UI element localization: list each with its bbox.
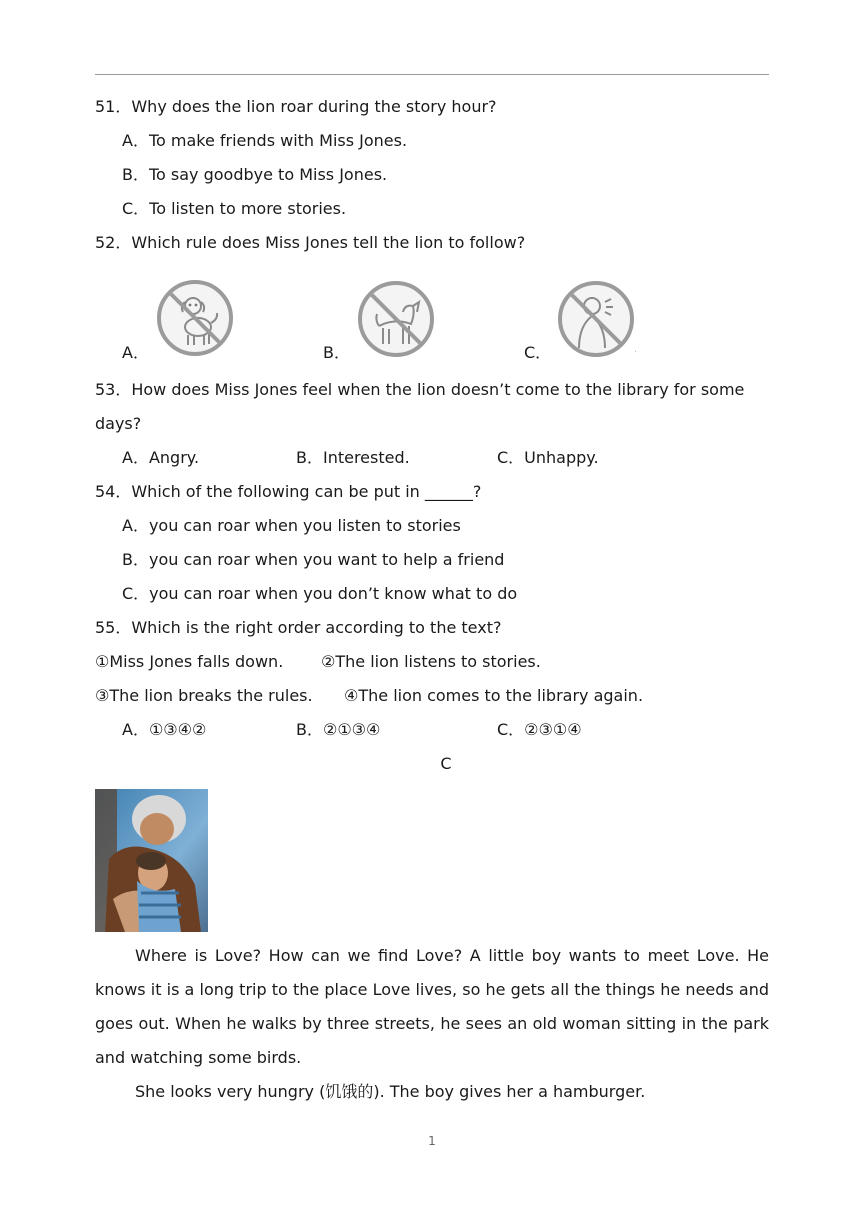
q51-option-b[interactable]: B．To say goodbye to Miss Jones. (122, 165, 388, 184)
q51-option-a[interactable]: A．To make friends with Miss Jones. (122, 131, 408, 150)
grandmother-hugging-boy-image (95, 789, 208, 932)
q54-option-a[interactable]: A．you can roar when you listen to stories (122, 516, 461, 535)
q55-event-1: ①Miss Jones falls down. (95, 652, 284, 671)
stray-mark: · (634, 347, 638, 358)
q53-option-c[interactable]: C．Unhappy. (497, 448, 599, 467)
q55-option-b[interactable]: B．②①③④ (296, 720, 381, 739)
passage-paragraph-2-text: She looks very hungry (饥饿的). The boy gives her a hamburger. (135, 1082, 646, 1101)
header-rule (95, 74, 769, 75)
q55-event-3: ③The lion breaks the rules. (95, 686, 313, 705)
q55-option-c[interactable]: C．②③①④ (497, 720, 582, 739)
q53-stem-line2: days? (95, 414, 142, 433)
passage-paragraph-2 (95, 1075, 769, 1109)
no-shouting-sign-icon (557, 280, 635, 358)
q53-option-a[interactable]: A．Angry. (122, 448, 200, 467)
q52-stem: 52．Which rule does Miss Jones tell the lion to follow? (95, 233, 526, 252)
q54-stem: 54．Which of the following can be put in ______? (95, 482, 482, 501)
q54-option-b[interactable]: B．you can roar when you want to help a friend (122, 550, 505, 569)
q55-event-2: ②The lion listens to stories. (321, 652, 541, 671)
q51-option-c[interactable]: C．To listen to more stories. (122, 199, 347, 218)
passage-paragraph-1 (95, 939, 769, 1075)
q52-option-b-label[interactable]: B． (323, 343, 350, 362)
q53-option-b[interactable]: B．Interested. (296, 448, 410, 467)
no-horses-sign-icon (357, 280, 435, 358)
passage-paragraph-1-text: Where is Love? How can we find Love? A little boy wants to meet Love. He knows it is a long trip to the place Love lives, so he gets all the things he needs and goes out. When he walks by three streets, he sees an old woman sitting in the park and watching some birds. (95, 946, 769, 1067)
q55-option-a[interactable]: A．①③④② (122, 720, 207, 739)
q51-stem: 51．Why does the lion roar during the story hour? (95, 97, 497, 116)
q52-option-c-label[interactable]: C． (524, 343, 552, 362)
no-dogs-sign-icon (156, 279, 234, 357)
q53-stem-line1: 53．How does Miss Jones feel when the lion doesn’t come to the library for some (95, 380, 745, 399)
page-number: 1 (428, 1134, 436, 1148)
q55-event-4: ④The lion comes to the library again. (344, 686, 644, 705)
q55-stem: 55．Which is the right order according to the text? (95, 618, 502, 637)
section-heading: C (440, 754, 452, 773)
q54-option-c[interactable]: C．you can roar when you don’t know what to do (122, 584, 518, 603)
q52-option-a-label[interactable]: A． (122, 343, 149, 362)
